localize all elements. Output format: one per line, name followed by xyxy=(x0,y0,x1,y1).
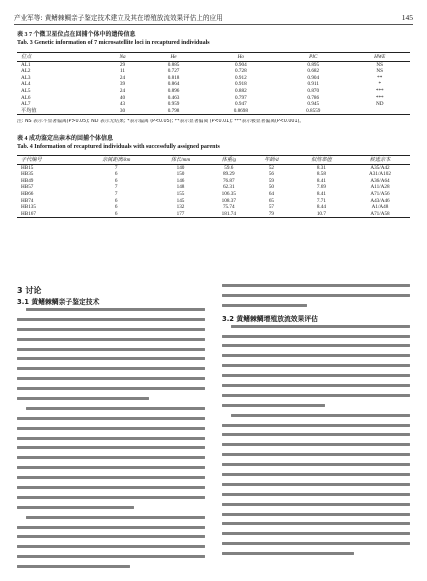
table-row xyxy=(17,211,410,218)
table4-cell: 7 xyxy=(114,184,118,191)
table3-cell: 0.727 xyxy=(167,68,180,75)
table3-cell: NS xyxy=(376,61,384,68)
table4-header-cell: 体重/g xyxy=(207,156,250,165)
table3-cell: 0.728 xyxy=(234,68,247,75)
table4-cell: 52 xyxy=(268,164,274,171)
table3-cell: *** xyxy=(375,87,384,94)
table4-header-cell: 体长/mm xyxy=(154,156,208,165)
table3 xyxy=(17,52,410,115)
text-line xyxy=(222,384,410,387)
table4-header-cell: 候选亲本 xyxy=(350,156,410,165)
table4-cell: 106.35 xyxy=(221,190,236,197)
table4-cell: 108.37 xyxy=(221,197,236,204)
table3-cell: 0.818 xyxy=(167,74,180,81)
table3-cell: AL7 xyxy=(21,101,31,108)
table-row xyxy=(17,204,410,211)
table3-cell: 30 xyxy=(103,108,143,115)
table3-cell: ** xyxy=(377,74,383,81)
table4-cell: 65 xyxy=(268,197,274,204)
table4-cell: HB66 xyxy=(21,190,34,197)
table3-cell: 0.895 xyxy=(307,61,320,68)
table4-cell: HB35 xyxy=(21,171,34,178)
table3-cell: AL6 xyxy=(21,94,31,101)
table3-cell: 0.959 xyxy=(167,101,180,108)
table3-cell: 0.8559 xyxy=(277,108,349,115)
table4-cell: 6 xyxy=(114,177,118,184)
text-line xyxy=(17,496,205,499)
table4-cell: 181.74 xyxy=(207,211,250,218)
text-line xyxy=(17,486,205,489)
table4-cell: 8.41 xyxy=(316,190,326,197)
table4-cell: 8.31 xyxy=(316,164,326,171)
text-line xyxy=(222,453,410,456)
text-line xyxy=(231,414,410,417)
table4-cell: 132 xyxy=(176,204,185,211)
text-line xyxy=(17,535,205,538)
text-line xyxy=(222,284,410,287)
table3-cell: 0.463 xyxy=(167,94,180,101)
table4-cell: 8.58 xyxy=(316,171,326,178)
table-row xyxy=(17,68,410,75)
table3-caption-cn: 表 3 7 个微卫星位点在回捕个体中的遗传信息 xyxy=(17,32,136,38)
table4-caption-cn: 表 4 成功鉴定出亲本的回捕个体信息 xyxy=(17,136,114,142)
text-line xyxy=(222,552,354,555)
text-line xyxy=(222,443,410,446)
page-number: 145 xyxy=(401,13,413,22)
text-line xyxy=(222,394,410,397)
text-line xyxy=(17,555,205,558)
table4-cell: 8.44 xyxy=(316,204,326,211)
text-line xyxy=(17,387,205,390)
table3-cell: AL5 xyxy=(21,87,31,94)
table4-cell: 79 xyxy=(250,211,293,218)
table4-header-cell: 似然率值 xyxy=(293,156,350,165)
table3-cell: 0.786 xyxy=(307,94,320,101)
table4-cell: HB49 xyxy=(21,177,34,184)
text-line xyxy=(17,357,205,360)
table-row xyxy=(17,61,410,68)
running-title: 产业军等: 黄鳍棘鲷亲子鉴定技术建立及其在增殖放流效果评估上的应用 xyxy=(14,14,223,22)
table3-cell: AL4 xyxy=(21,81,31,88)
text-line xyxy=(17,367,205,370)
table-row xyxy=(17,101,410,108)
right-column-body-text-a xyxy=(222,284,410,307)
table3-cell: 0.798 xyxy=(142,108,204,115)
subsection-heading-release-evaluation: 3.2 黄鳍棘鲷增殖放流效果评估 xyxy=(222,314,318,323)
text-line xyxy=(222,542,410,545)
table3-cell: 0.682 xyxy=(307,68,320,75)
table4-caption-en: Tab. 4 Information of recaptured individuals with successfully assigned parents xyxy=(17,144,220,150)
table4 xyxy=(17,155,410,218)
table-row xyxy=(17,88,410,95)
table3-cell: * xyxy=(378,81,382,88)
table3-caption xyxy=(17,31,210,47)
table3-header-cell: Na xyxy=(103,53,143,62)
text-line xyxy=(17,338,205,341)
text-line xyxy=(17,476,205,479)
text-line xyxy=(17,545,205,548)
table4-cell: 10.7 xyxy=(293,211,350,218)
table4-cell: 6 xyxy=(114,197,118,204)
table4-cell: 6 xyxy=(79,211,154,218)
text-line xyxy=(222,404,325,407)
table3-cell: 0.885 xyxy=(167,61,180,68)
table4-cell: 7.71 xyxy=(316,197,326,204)
table4-cell: 7 xyxy=(114,164,118,171)
table3-cell: 0.945 xyxy=(307,101,320,108)
text-line xyxy=(222,493,410,496)
text-line xyxy=(222,344,410,347)
table4-cell: A71/A58 xyxy=(350,211,410,218)
text-line xyxy=(17,506,134,509)
text-line xyxy=(222,364,410,367)
text-line xyxy=(222,513,410,516)
text-line xyxy=(17,397,149,400)
table3-note: 注: NS 表示不显著偏离(P>0.05); ND 表示无结果; *表示偏离 (P<0.05); **表示显著偏离 (P<0.01); ***表示极显著偏离(P<0.001)。 xyxy=(17,119,305,124)
table3-cell: AL3 xyxy=(21,74,31,81)
table3-cell: 0.797 xyxy=(234,94,247,101)
table-row xyxy=(17,164,410,171)
table-row xyxy=(17,198,410,205)
table4-header-cell: 年龄/d xyxy=(250,156,293,165)
table3-header-cell: PIC xyxy=(277,53,349,62)
text-line xyxy=(222,335,410,338)
table4-cell: A1/A48 xyxy=(371,204,389,211)
table-row xyxy=(17,178,410,185)
table-row xyxy=(17,95,410,102)
table4-cell: 7 xyxy=(114,190,118,197)
table4-cell: 76.87 xyxy=(222,177,235,184)
table4-cell: 6 xyxy=(114,204,118,211)
table3-cell: 0.904 xyxy=(307,74,320,81)
table4-cell: 6 xyxy=(114,171,118,178)
text-line xyxy=(222,433,410,436)
table3-cell: *** xyxy=(375,94,384,101)
table4-cell: 50 xyxy=(268,184,274,191)
table-row xyxy=(17,108,410,115)
text-line xyxy=(222,294,410,297)
table4-cell: 146 xyxy=(176,177,185,184)
table3-caption-en: Tab. 3 Genetic information of 7 microsatellite loci in recaptured individuals xyxy=(17,40,210,46)
table4-header-cell: 子代编号 xyxy=(17,156,79,165)
table4-cell: 64 xyxy=(268,190,274,197)
table3-cell: 11 xyxy=(120,68,126,75)
text-line xyxy=(17,565,130,568)
table3-cell: 40 xyxy=(119,94,126,101)
text-line xyxy=(222,374,410,377)
text-line xyxy=(26,407,205,410)
table3-cell: 24 xyxy=(119,87,126,94)
text-line xyxy=(222,304,307,307)
table-row xyxy=(17,81,410,88)
table4-cell: HB15 xyxy=(21,164,34,171)
table4-cell: A11/A28 xyxy=(370,184,390,191)
text-line xyxy=(17,526,205,529)
text-line xyxy=(26,308,205,311)
text-line xyxy=(17,377,205,380)
table4-cell: HB167 xyxy=(17,211,79,218)
table3-cell: 0.947 xyxy=(234,101,247,108)
table3-cell: AL2 xyxy=(21,68,31,75)
table3-header-cell: 位点 xyxy=(17,53,103,62)
table4-cell: 75.74 xyxy=(222,204,235,211)
text-line xyxy=(17,456,205,459)
table3-cell: 0.911 xyxy=(307,81,319,88)
table4-cell: A43/A46 xyxy=(370,197,390,204)
table3-cell: 29 xyxy=(119,61,126,68)
table3-cell: 24 xyxy=(119,74,126,81)
text-line xyxy=(231,325,410,328)
table3-cell: NS xyxy=(376,68,384,75)
table3-cell: 43 xyxy=(119,101,126,108)
left-column-body-text xyxy=(17,308,205,568)
table3-cell: 0.870 xyxy=(307,87,320,94)
table-row xyxy=(17,75,410,82)
text-line xyxy=(17,427,205,430)
text-line xyxy=(222,503,410,506)
table3-header-cell: HWE xyxy=(349,53,410,62)
table3-header-cell: He xyxy=(142,53,204,62)
table4-cell: 62.31 xyxy=(222,184,235,191)
text-line xyxy=(222,522,410,525)
table-row xyxy=(17,171,410,178)
table3-header-cell: Ho xyxy=(205,53,277,62)
text-line xyxy=(222,354,410,357)
table4-cell: 89.29 xyxy=(222,171,235,178)
table4-cell: 56 xyxy=(268,171,274,178)
table3-cell: 0.904 xyxy=(234,61,247,68)
subsection-heading-parentage-technique: 3.1 黄鳍棘鲷亲子鉴定技术 xyxy=(17,298,100,306)
table4-cell: 140 xyxy=(176,164,185,171)
table4-cell: 59 xyxy=(268,177,274,184)
table3-cell: ND xyxy=(375,101,384,108)
table4-cell: 155 xyxy=(176,190,185,197)
table4-cell: 7.69 xyxy=(316,184,326,191)
text-line xyxy=(17,348,205,351)
text-line xyxy=(222,473,410,476)
table4-cell: A35/A42 xyxy=(370,164,390,171)
table4-header-cell: 亲属距离/km xyxy=(79,156,154,165)
right-column xyxy=(222,284,410,562)
text-line xyxy=(17,328,205,331)
table4-caption xyxy=(17,135,220,151)
table4-cell: A36/A64 xyxy=(370,177,390,184)
table4-cell: 145 xyxy=(176,197,185,204)
table4-cell: 8.41 xyxy=(316,177,326,184)
table4-cell: HB135 xyxy=(21,204,36,211)
left-column xyxy=(17,284,205,575)
table4-cell: 59.6 xyxy=(224,164,234,171)
table4-cell: 177 xyxy=(154,211,208,218)
text-line xyxy=(26,516,205,519)
table-row xyxy=(17,191,410,198)
table3-cell: 0.896 xyxy=(167,87,180,94)
table3-cell: 0.8698 xyxy=(205,108,277,115)
table4-cell: HB57 xyxy=(21,184,34,191)
text-line xyxy=(17,437,205,440)
table3-cell: AL1 xyxy=(21,61,31,68)
running-head xyxy=(14,12,413,25)
table4-cell: 150 xyxy=(176,171,185,178)
table3-cell: 0.864 xyxy=(167,81,180,88)
section-heading-discussion: 3 讨论 xyxy=(17,286,42,295)
right-column-body-text-b xyxy=(222,325,410,555)
table3-cell: 0.912 xyxy=(234,74,247,81)
table-row xyxy=(17,184,410,191)
text-line xyxy=(222,532,410,535)
table4-cell: 148 xyxy=(176,184,185,191)
table3-cell: 平均值 xyxy=(17,108,103,115)
table3-cell: 0.918 xyxy=(234,81,247,88)
text-line xyxy=(17,466,205,469)
text-line xyxy=(17,318,205,321)
table4-cell: A31/A102 xyxy=(369,171,391,178)
text-line xyxy=(17,446,205,449)
table4-cell: A71/A56 xyxy=(370,190,390,197)
text-line xyxy=(222,483,410,486)
text-line xyxy=(222,463,410,466)
table3-cell: 0.882 xyxy=(234,87,247,94)
table4-cell: HB74 xyxy=(21,197,34,204)
table3-cell xyxy=(349,108,410,115)
table4-cell: 57 xyxy=(268,204,274,211)
table3-cell: 39 xyxy=(119,81,126,88)
text-line xyxy=(17,417,205,420)
text-line xyxy=(222,424,410,427)
